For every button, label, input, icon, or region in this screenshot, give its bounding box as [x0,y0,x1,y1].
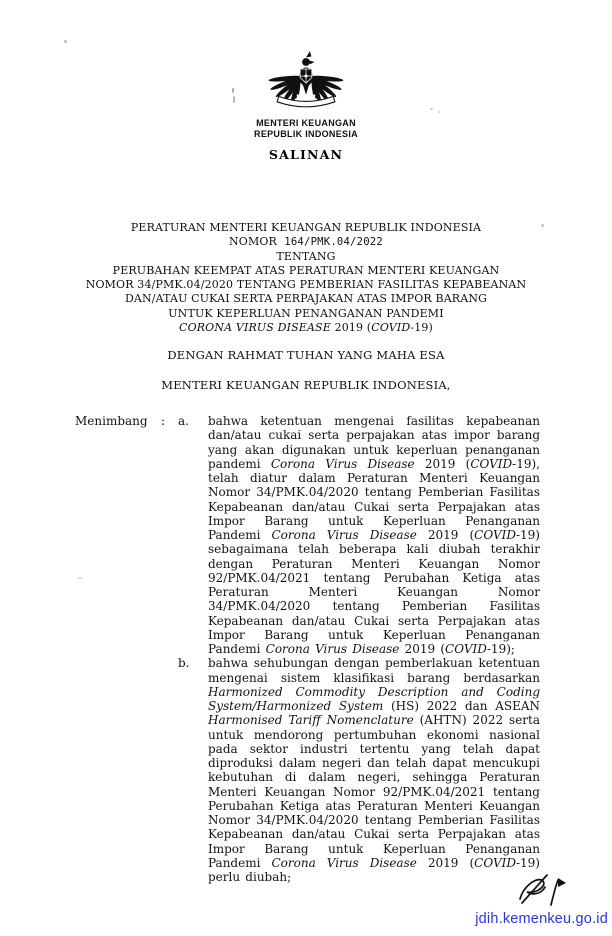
handwritten-initials-icon [514,872,566,914]
scan-artifact [233,96,235,103]
regulation-title [30,221,582,335]
scan-artifact [430,108,433,110]
title-line-8: CORONA VIRUS DISEASE 2019 (COVID-19) [179,321,433,335]
scan-artifact [232,88,234,93]
considerations-label: Menimbang [75,414,148,428]
scan-artifact [438,111,440,113]
ministry-name: MENTERI KEUANGAN [256,118,356,128]
title-line-4: PERUBAHAN KEEMPAT ATAS PERATURAN MENTERI KEUANGAN [112,263,500,277]
item-marker: b. [178,656,190,671]
copy-stamp: SALINAN [268,147,344,162]
ministry-letterhead [0,118,612,139]
jdih-link[interactable]: jdih.kemenkeu.go.id [475,911,608,927]
authority-line: MENTERI KEUANGAN REPUBLIK INDONESIA, [161,378,451,392]
consideration-item-b [178,656,540,884]
scan-artifact [64,40,67,43]
item-text: bahwa sehubungan dengan pemberlakuan ketentuan mengenai sistem klasifikasi barang berdasarkan Harmonized Commodity Description and Coding System/Harmonized System (HS) 2022 dan ASEAN Harmonised Tariff Nomenclature (AHTN) 2022 serta untuk mendorong pertumbuhan ekonomi nasional pada sektor industri tertentu yang telah dapat diproduksi dalam negeri dan telah dapat mencukupi kebutuhan di dalam negeri, sehingga Peraturan Menteri Keuangan Nomor 92/PMK.04/2021 tentang Perubahan Ketiga atas Peraturan Menteri Keuangan Nomor 34/PMK.04/2020 tentang Pemberian Fasilitas Kepabeanan dan/atau Cukai serta Perpajakan atas Impor Barang untuk Keperluan Penanganan Pandemi Corona Virus Disease 2019 (COVID-19) perlu diubah; [208,656,541,884]
title-number: NOMOR 164/PMK.04/2022 [229,235,383,249]
considerations-section [75,414,540,884]
invocation-line: DENGAN RAHMAT TUHAN YANG MAHA ESA [167,348,445,362]
title-line-5: NOMOR 34/PMK.04/2020 TENTANG PEMBERIAN FASILITAS KEPABEANAN [85,278,527,292]
title-line-6: DAN/ATAU CUKAI SERTA PERPAJAKAN ATAS IMPOR BARANG [124,292,488,306]
considerations-list [178,414,540,884]
title-line-1: PERATURAN MENTERI KEUANGAN REPUBLIK INDONESIA [130,221,482,234]
garuda-pancasila-icon [267,36,345,113]
title-line-3: TENTANG [276,249,336,263]
consideration-item-a [178,414,540,656]
item-marker: a. [178,414,189,428]
considerations-colon: : [161,414,166,428]
item-text: bahwa ketentuan mengenai fasilitas kepabeanan dan/atau cukai serta perpajakan atas impor barang yang akan digunakan untuk keperluan penanganan pandemi Corona Virus Disease 2019 (COVID-19), telah diatur dalam Peraturan Menteri Keuangan Nomor 34/PMK.04/2020 tentang Pemberian Fasilitas Kepabeanan dan/atau Cukai serta Perpajakan atas Impor Barang untuk Keperluan Penanganan Pandemi Corona Virus Disease 2019 (COVID-19) sebagaimana telah beberapa kali diubah terakhir dengan Peraturan Menteri Keuangan Nomor 92/PMK.04/2021 tentang Perubahan Ketiga atas Peraturan Menteri Keuangan Nomor 34/PMK.04/2020 tentang Pemberian Fasilitas Kepabeanan dan/atau Cukai serta Perpajakan atas Impor Barang untuk Keperluan Penanganan Pandemi Corona Virus Disease 2019 (COVID-19); [208,414,540,656]
ministry-country: REPUBLIK INDONESIA [254,128,358,139]
title-line-7: UNTUK KEPERLUAN PENANGANAN PANDEMI [168,306,444,320]
